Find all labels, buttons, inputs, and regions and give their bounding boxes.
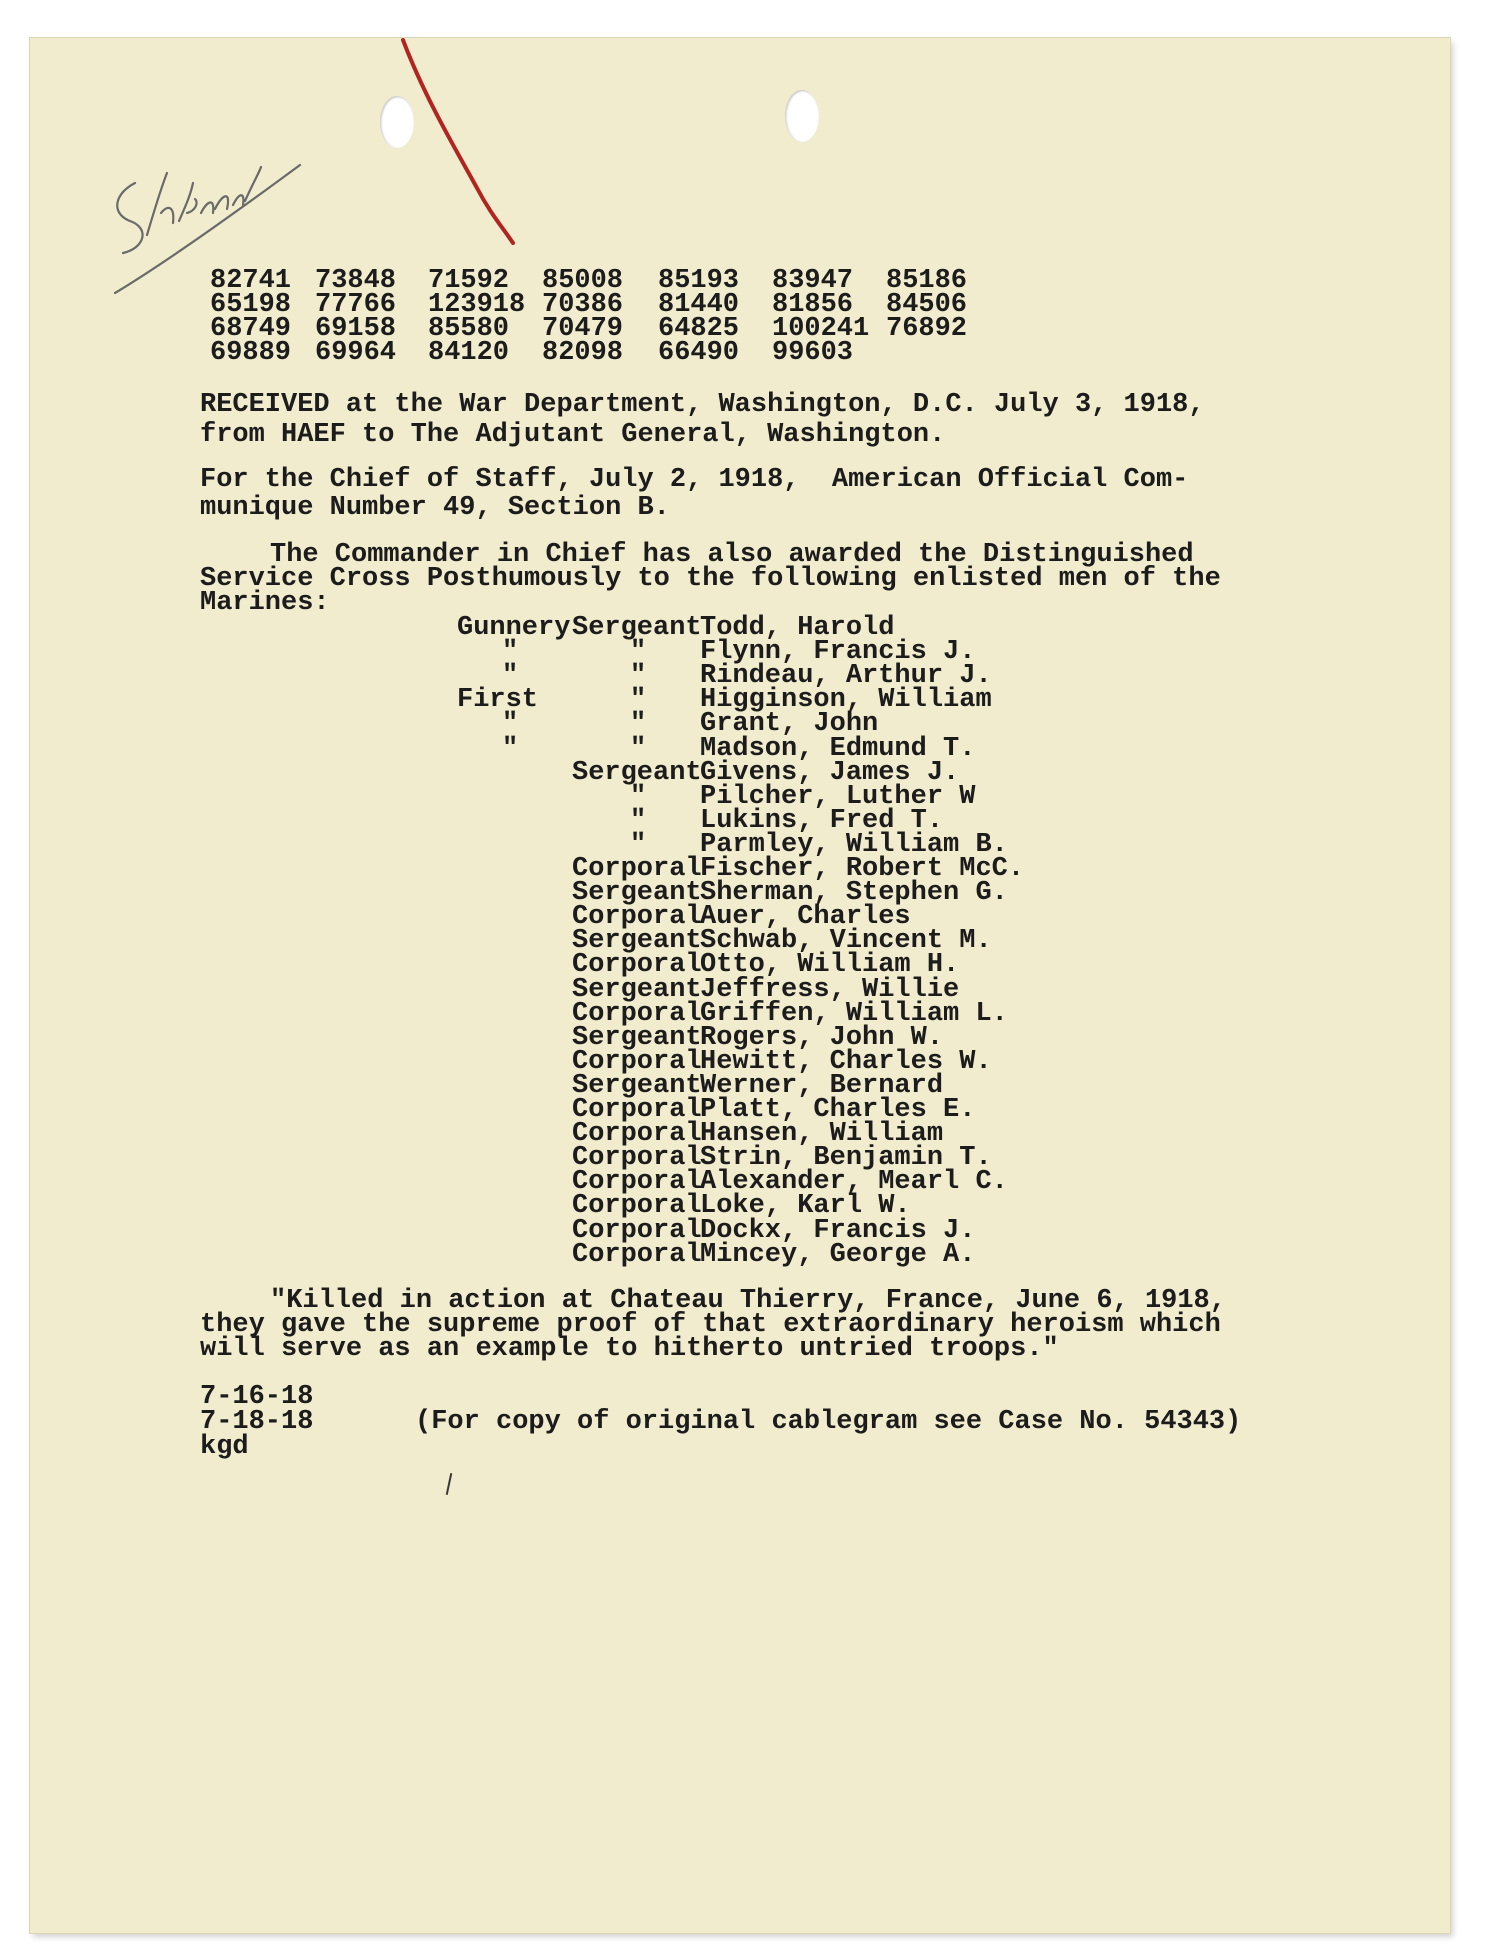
file-number: 82741	[210, 266, 292, 296]
roster-name: Jeffress, Willie	[700, 975, 960, 1005]
footer-date-2: 7-18-18	[200, 1407, 314, 1437]
file-number: 69158	[315, 314, 397, 344]
roster-name: Givens, James J.	[700, 758, 960, 788]
roster-rank: "	[630, 830, 647, 860]
roster-rank: Sergeant	[572, 1071, 702, 1101]
roster-name: Sherman, Stephen G.	[700, 878, 1008, 908]
roster-rank: Corporal	[572, 999, 702, 1029]
file-number: 73848	[315, 266, 397, 296]
roster-rank-prefix: "	[502, 734, 519, 764]
file-number: 70386	[542, 290, 624, 320]
document-page	[30, 38, 1450, 1933]
roster-rank: "	[630, 806, 647, 836]
roster-rank: Sergeant	[572, 975, 702, 1005]
file-number: 77766	[315, 290, 397, 320]
roster-rank: "	[630, 637, 647, 667]
file-number: 64825	[658, 314, 740, 344]
roster-name: Flynn, Francis J.	[700, 637, 976, 667]
roster-name: Platt, Charles E.	[700, 1095, 976, 1125]
file-number: 68749	[210, 314, 292, 344]
roster-rank: "	[630, 734, 647, 764]
file-number: 123918	[428, 290, 526, 320]
file-number: 84120	[428, 338, 510, 368]
citation-line-1: "Killed in action at Chateau Thierry, France, June 6, 1918,	[270, 1286, 1226, 1316]
roster-name: Grant, John	[700, 709, 879, 739]
roster-rank: Sergeant	[572, 758, 702, 788]
punch-hole-right	[785, 90, 819, 142]
roster-name: Schwab, Vincent M.	[700, 926, 992, 956]
award-intro-line-3: Marines:	[200, 588, 330, 618]
award-intro-line-1: The Commander in Chief has also awarded the Distinguished	[270, 540, 1194, 570]
roster-name: Mincey, George A.	[700, 1240, 976, 1270]
file-number: 81856	[772, 290, 854, 320]
roster-name: Pilcher, Luther W	[700, 782, 976, 812]
roster-rank: "	[630, 685, 647, 715]
footer-initials: kgd	[200, 1432, 249, 1462]
footer-date-1: 7-16-18	[200, 1382, 314, 1412]
roster-name: Rogers, John W.	[700, 1023, 944, 1053]
communique-line-2: munique Number 49, Section B.	[200, 493, 670, 523]
received-line-1: RECEIVED at the War Department, Washington, D.C. July 3, 1918,	[200, 390, 1205, 420]
stray-pencil-mark	[446, 1473, 453, 1495]
roster-name: Fischer, Robert McC.	[700, 854, 1025, 884]
case-reference-note: (For copy of original cablegram see Case No. 54343)	[415, 1407, 1242, 1437]
file-number: 65198	[210, 290, 292, 320]
communique-line-1: For the Chief of Staff, July 2, 1918, American Official Com-	[200, 465, 1189, 495]
roster-name: Hansen, William	[700, 1119, 944, 1149]
roster-rank-prefix: "	[502, 637, 519, 667]
roster-rank: Corporal	[572, 1143, 702, 1173]
roster-rank: Corporal	[572, 1095, 702, 1125]
roster-rank: Corporal	[572, 950, 702, 980]
roster-rank: Corporal	[572, 854, 702, 884]
roster-name: Higginson, William	[700, 685, 992, 715]
roster-name: Rindeau, Arthur J.	[700, 661, 992, 691]
roster-rank: Corporal	[572, 1191, 702, 1221]
file-number: 71592	[428, 266, 510, 296]
roster-rank: Corporal	[572, 902, 702, 932]
roster-name: Strin, Benjamin T.	[700, 1143, 992, 1173]
roster-name: Otto, William H.	[700, 950, 960, 980]
file-number: 85186	[886, 266, 968, 296]
roster-rank-prefix: "	[502, 661, 519, 691]
file-number: 69889	[210, 338, 292, 368]
roster-rank: "	[630, 661, 647, 691]
roster-name: Todd, Harold	[700, 613, 895, 643]
roster-rank: Corporal	[572, 1167, 702, 1197]
roster-name: Madson, Edmund T.	[700, 734, 976, 764]
file-number: 85193	[658, 266, 740, 296]
file-number: 69964	[315, 338, 397, 368]
roster-name: Werner, Bernard	[700, 1071, 944, 1101]
file-number: 99603	[772, 338, 854, 368]
roster-rank-prefix: "	[502, 709, 519, 739]
roster-rank-prefix: First	[457, 685, 539, 715]
red-pencil-mark	[385, 38, 585, 298]
roster-name: Loke, Karl W.	[700, 1191, 911, 1221]
roster-name: Lukins, Fred T.	[700, 806, 944, 836]
roster-name: Hewitt, Charles W.	[700, 1047, 992, 1077]
roster-rank: Sergeant	[572, 926, 702, 956]
citation-line-3: will serve as an example to hitherto untried troops."	[200, 1334, 1059, 1364]
file-number: 70479	[542, 314, 624, 344]
file-number: 81440	[658, 290, 740, 320]
roster-rank: Sergeant	[572, 613, 702, 643]
file-number: 66490	[658, 338, 740, 368]
roster-name: Griffen, William L.	[700, 999, 1008, 1029]
roster-rank-prefix: Gunnery	[457, 613, 571, 643]
roster-name: Auer, Charles	[700, 902, 911, 932]
roster-rank: "	[630, 709, 647, 739]
file-number: 100241	[772, 314, 870, 344]
award-intro-line-2: Service Cross Posthumously to the following enlisted men of the	[200, 564, 1221, 594]
file-number: 84506	[886, 290, 968, 320]
roster-name: Alexander, Mearl C.	[700, 1167, 1008, 1197]
roster-rank: Corporal	[572, 1119, 702, 1149]
file-number: 76892	[886, 314, 968, 344]
file-number: 85008	[542, 266, 624, 296]
roster-rank: Sergeant	[572, 878, 702, 908]
roster-rank: Corporal	[572, 1216, 702, 1246]
received-line-2: from HAEF to The Adjutant General, Washington.	[200, 420, 946, 450]
file-number: 85580	[428, 314, 510, 344]
file-number: 83947	[772, 266, 854, 296]
roster-rank: Corporal	[572, 1047, 702, 1077]
roster-rank: Sergeant	[572, 1023, 702, 1053]
file-number: 82098	[542, 338, 624, 368]
roster-name: Parmley, William B.	[700, 830, 1008, 860]
roster-rank: Corporal	[572, 1240, 702, 1270]
roster-rank: "	[630, 782, 647, 812]
roster-name: Dockx, Francis J.	[700, 1216, 976, 1246]
citation-line-2: they gave the supreme proof of that extraordinary heroism which	[200, 1310, 1221, 1340]
